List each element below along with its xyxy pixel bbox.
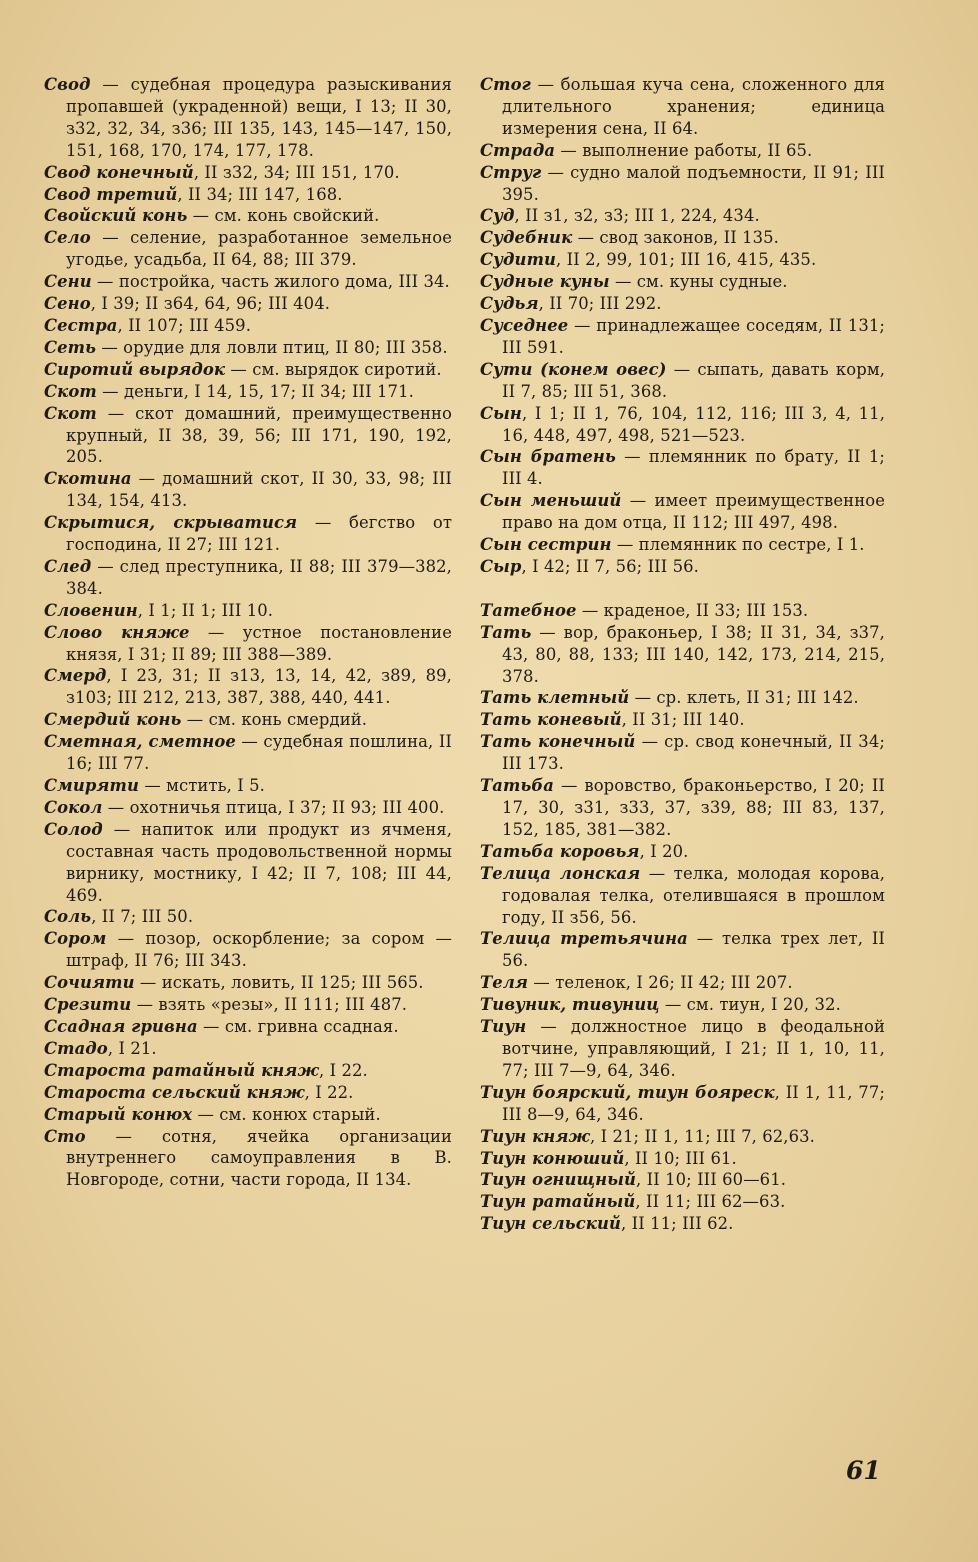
entry-term: Сено <box>44 294 91 314</box>
dictionary-entry <box>44 622 452 666</box>
entry-term: Сокол <box>44 797 103 817</box>
dictionary-entry <box>480 556 885 578</box>
entry-term: Стадо <box>44 1038 108 1058</box>
dictionary-entry <box>44 556 452 600</box>
entry-definition: — деньги, I 14, 15, 17; II 34; III 171. <box>96 381 414 401</box>
entry-definition: , II 31; III 140. <box>621 710 745 730</box>
dictionary-entry <box>44 797 452 819</box>
entry-definition: — искать, ловить, II 125; III 565. <box>134 973 424 993</box>
entry-definition: — должностное лицо в феодальной вотчине, управляющий, I 21; II 1, 10, 11, 77; III 7—9, 64, 346. <box>502 1017 885 1080</box>
entry-definition: — племянник по брату, II 1; III 4. <box>502 447 885 489</box>
right-column <box>480 74 885 1235</box>
dictionary-entry <box>44 1104 452 1126</box>
entry-definition: — вор, браконьер, I 38; II 31, 34, з37, 43, 80, 88, 133; III 140, 142, 173, 214, 215, 378. <box>502 622 885 686</box>
entry-term: Сиротий вырядок <box>44 359 226 379</box>
dictionary-entry <box>480 1191 885 1213</box>
dictionary-entry <box>44 337 452 359</box>
entry-definition: , II 2, 99, 101; III 16, 415, 435. <box>556 250 817 270</box>
entry-term: Слово княже <box>44 622 190 642</box>
entry-term: Свод конечный <box>44 162 194 182</box>
entry-definition: , II 11; III 62—63. <box>635 1192 786 1212</box>
entry-definition: — имеет преимущественное право на дом отца, II 112; III 497, 498. <box>502 491 885 533</box>
entry-definition: , I 1; II 1, 76, 104, 112, 116; III 3, 4, 11, 16, 448, 497, 498, 521—523. <box>502 403 885 445</box>
entry-definition: , II 11; III 62. <box>621 1214 734 1234</box>
left-column <box>44 74 452 1191</box>
entry-term: Теля <box>480 973 529 993</box>
dictionary-entry <box>44 994 452 1016</box>
entry-term: Сени <box>44 272 92 292</box>
entry-definition: — судебная процедура разыскивания пропавшей (украденной) вещи, I 13; II 30, з32, 32, 34, з36; III 135, 143, 145—147, 150, 151, 168, 170, 174, 177, 178. <box>66 75 452 160</box>
entry-term: Свод третий <box>44 184 178 204</box>
entry-definition: , II 7; III 50. <box>91 907 194 927</box>
entry-term: Тать коневый <box>480 710 622 730</box>
dictionary-entry <box>480 928 885 972</box>
entry-definition: — телка трех лет, II 56. <box>502 929 885 971</box>
entry-term: Телица третьячина <box>480 929 688 949</box>
entry-term: След <box>44 556 92 576</box>
dictionary-entry <box>480 140 885 162</box>
entry-term: Страда <box>480 140 556 160</box>
entry-term: Сто <box>44 1126 86 1146</box>
entry-term: Сути (конем овес) <box>480 359 667 379</box>
entry-definition: — сыпать, давать корм, II 7, 85; III 51, 368. <box>502 359 885 401</box>
entry-definition: — судно малой подъемности, II 91; III 395. <box>502 162 885 204</box>
entry-term: Тиун ратайный <box>480 1192 636 1212</box>
entry-term: Тиун <box>480 1017 527 1037</box>
entry-term: Тиун конюший <box>480 1148 625 1168</box>
entry-term: Тиун боярский, тиун бояреск <box>480 1082 775 1102</box>
dictionary-entry <box>44 1082 452 1104</box>
entry-term: Свод <box>44 75 91 94</box>
entry-term: Сором <box>44 929 107 949</box>
dictionary-entry <box>480 687 885 709</box>
entry-definition: — см. конь свойский. <box>187 206 380 226</box>
entry-term: Староста сельский княж <box>44 1082 305 1102</box>
dictionary-entry <box>480 205 885 227</box>
entry-definition: , II 10; III 61. <box>624 1148 737 1168</box>
entry-definition: — селение, разработанное земельное угодье, усадьба, II 64, 88; III 379. <box>66 228 452 270</box>
entry-term: Татебное <box>480 600 577 620</box>
entry-definition: — см. конюх старый. <box>192 1104 381 1124</box>
entry-term: Староста ратайный княж <box>44 1060 319 1080</box>
dictionary-entry <box>480 622 885 688</box>
entry-term: Струг <box>480 162 542 182</box>
dictionary-entry <box>480 1082 885 1126</box>
dictionary-entry <box>480 227 885 249</box>
section-gap <box>480 578 885 600</box>
entry-definition: — домашний скот, II 30, 33, 98; III 134, 154, 413. <box>66 469 452 511</box>
dictionary-entry <box>44 293 452 315</box>
entry-definition: — большая куча сена, сложенного для длительного хранения; единица измерения сена, II 64. <box>502 75 885 138</box>
entry-term: Тиун огнищный <box>480 1170 637 1190</box>
entry-definition: , II 70; III 292. <box>538 294 662 314</box>
page-number: 61 <box>846 1456 881 1485</box>
entry-term: Сеть <box>44 337 97 357</box>
entry-term: Телица лонская <box>480 863 641 883</box>
dictionary-entry <box>44 1126 452 1192</box>
entry-definition: , II 1, 11, 77; III 8—9, 64, 346. <box>502 1082 885 1124</box>
dictionary-entry <box>44 709 452 731</box>
entry-definition: — см. тиун, I 20, 32. <box>659 995 841 1015</box>
dictionary-entry <box>480 841 885 863</box>
dictionary-entry <box>44 1038 452 1060</box>
dictionary-entry <box>44 315 452 337</box>
entry-term: Сын братень <box>480 447 616 467</box>
dictionary-entry <box>44 665 452 709</box>
entry-definition: — скот домашний, преимущественно крупный, II 38, 39, 56; III 171, 190, 192, 205. <box>66 403 452 467</box>
dictionary-entry <box>44 162 452 184</box>
entry-definition: — см. гривна ссадная. <box>197 1016 399 1036</box>
entry-term: Село <box>44 228 91 248</box>
dictionary-entry <box>44 184 452 206</box>
entry-term: Суседнее <box>480 315 569 335</box>
dictionary-entry <box>44 227 452 271</box>
entry-term: Сын сестрин <box>480 535 612 555</box>
entry-term: Старый конюх <box>44 1104 193 1124</box>
entry-term: Тиун княж <box>480 1126 590 1146</box>
entry-definition: — выполнение работы, II 65. <box>555 140 813 160</box>
entry-term: Тиун сельский <box>480 1214 621 1234</box>
entry-definition: — воровство, браконьерство, I 20; II 17, 30, з31, з33, 37, з39, 88; III 83, 137, 152, 185, 381—382. <box>502 776 885 839</box>
dictionary-entry <box>44 928 452 972</box>
dictionary-entry <box>44 1060 452 1082</box>
entry-term: Татьба коровья <box>480 841 640 861</box>
dictionary-entry <box>44 205 452 227</box>
dictionary-entry <box>44 512 452 556</box>
entry-term: Ссадная гривна <box>44 1016 198 1036</box>
dictionary-entry <box>480 403 885 447</box>
dictionary-entry <box>480 271 885 293</box>
entry-term: Суд <box>480 206 515 226</box>
entry-term: Скот <box>44 381 97 401</box>
dictionary-entry <box>44 381 452 403</box>
entry-term: Сестра <box>44 315 118 335</box>
entry-definition: — см. куны судные. <box>609 272 788 292</box>
entry-term: Скрытися, скрыватися <box>44 513 298 533</box>
entry-term: Сын меньший <box>480 491 622 511</box>
dictionary-entry <box>44 819 452 907</box>
entry-term: Свойский конь <box>44 206 188 226</box>
entry-definition: — бегство от господина, II 27; III 121. <box>66 513 452 555</box>
dictionary-entry <box>480 863 885 929</box>
entry-definition: — напиток или продукт из ячменя, составная часть продовольственной нормы вирнику, мостнику, I 42; II 7, 108; III 44, 469. <box>66 819 452 905</box>
entry-definition: — племянник по сестре, I 1. <box>611 535 865 555</box>
dictionary-entry <box>44 972 452 994</box>
entry-term: Словенин <box>44 600 138 620</box>
entry-definition: — судебная пошлина, II 16; III 77. <box>66 732 453 774</box>
entry-term: Тать клетный <box>480 688 630 708</box>
entry-definition: — мстить, I 5. <box>139 776 265 795</box>
dictionary-entry <box>480 1213 885 1235</box>
entry-term: Скотина <box>44 469 132 489</box>
dictionary-entry <box>44 731 452 775</box>
entry-definition: — постройка, часть жилого дома, III 34. <box>91 272 450 292</box>
dictionary-entry <box>44 906 452 928</box>
entry-definition: , I 22. <box>304 1082 354 1102</box>
entry-term: Судные куны <box>480 272 610 292</box>
entry-term: Сыр <box>480 556 522 576</box>
dictionary-entry <box>480 972 885 994</box>
entry-term: Смердий конь <box>44 710 182 730</box>
entry-definition: — позор, оскорбление; за сором — штраф, II 76; III 343. <box>66 929 452 971</box>
entry-term: Судебник <box>480 228 573 248</box>
dictionary-entry <box>44 403 452 469</box>
dictionary-entry <box>480 775 885 841</box>
entry-definition: , I 22. <box>318 1060 368 1080</box>
entry-definition: , II 10; III 60—61. <box>636 1170 787 1190</box>
entry-definition: — принадлежащее соседям, II 131; III 591. <box>502 315 885 357</box>
dictionary-entry <box>44 1016 452 1038</box>
entry-term: Соль <box>44 907 92 927</box>
dictionary-entry <box>44 600 452 622</box>
entry-definition: , I 39; II з64, 64, 96; III 404. <box>90 294 331 314</box>
dictionary-entry <box>480 1148 885 1170</box>
dictionary-entry <box>480 74 885 140</box>
dictionary-entry <box>480 709 885 731</box>
entry-definition: , I 42; II 7, 56; III 56. <box>521 556 699 576</box>
entry-term: Сын <box>480 403 522 423</box>
dictionary-entry <box>480 490 885 534</box>
dictionary-entry <box>480 1126 885 1148</box>
dictionary-entry <box>44 775 452 797</box>
entry-term: Смерд <box>44 666 107 686</box>
entry-term: Судья <box>480 294 539 314</box>
dictionary-entry <box>480 534 885 556</box>
entry-definition: — теленок, I 26; II 42; III 207. <box>528 973 793 993</box>
entry-definition: , I 23, 31; II з13, 13, 14, 42, з89, 89, з103; III 212, 213, 387, 388, 440, 441. <box>66 666 452 708</box>
dictionary-entry <box>480 731 885 775</box>
entry-definition: — см. вырядок сиротий. <box>225 359 442 379</box>
entry-definition: — краденое, II 33; III 153. <box>576 600 809 620</box>
entry-definition: — сотня, ячейка организации внутреннего самоуправления в В. Новгороде, сотни, части города, II 134. <box>66 1126 452 1190</box>
entry-definition: , II з32, 34; III 151, 170. <box>193 162 400 182</box>
entry-definition: , I 21. <box>107 1038 157 1058</box>
entry-term: Срезити <box>44 995 132 1015</box>
entry-term: Тать конечный <box>480 732 636 752</box>
dictionary-entry <box>480 994 885 1016</box>
entry-definition: — охотничья птица, I 37; II 93; III 400. <box>102 797 445 817</box>
entry-definition: , I 20. <box>639 841 689 861</box>
entry-definition: , I 21; II 1, 11; III 7, 62,63. <box>589 1126 815 1146</box>
dictionary-entry <box>480 293 885 315</box>
entry-definition: , II 107; III 459. <box>117 315 252 335</box>
dictionary-entry <box>480 162 885 206</box>
entry-term: Тать <box>480 622 532 642</box>
entry-definition: — ср. клеть, II 31; III 142. <box>629 688 859 708</box>
dictionary-entry <box>480 315 885 359</box>
dictionary-entry <box>480 1169 885 1191</box>
entry-term: Солод <box>44 819 103 839</box>
entry-definition: , II з1, з2, з3; III 1, 224, 434. <box>514 206 760 226</box>
dictionary-entry <box>44 271 452 293</box>
entry-definition: — орудие для ловли птиц, II 80; III 358. <box>96 337 448 357</box>
entry-term: Тивуник, тивуниц <box>480 995 660 1015</box>
entry-term: Смиряти <box>44 776 140 795</box>
dictionary-entry <box>480 249 885 271</box>
dictionary-entry <box>44 359 452 381</box>
entry-term: Скот <box>44 403 97 423</box>
entry-term: Судити <box>480 250 557 270</box>
dictionary-entry <box>44 468 452 512</box>
entry-definition: — взять «резы», II 111; III 487. <box>131 995 408 1015</box>
entry-term: Стог <box>480 75 531 94</box>
dictionary-entry <box>480 359 885 403</box>
entry-term: Сочияти <box>44 973 135 993</box>
dictionary-entry <box>44 74 452 162</box>
dictionary-entry <box>480 1016 885 1082</box>
entry-term: Татьба <box>480 776 555 796</box>
entry-definition: , I 1; II 1; III 10. <box>137 600 274 620</box>
entry-definition: — ср. свод конечный, II 34; III 173. <box>502 732 885 774</box>
entry-definition: — след преступника, II 88; III 379—382, 384. <box>66 556 452 598</box>
dictionary-entry <box>480 600 885 622</box>
entry-definition: , II 34; III 147, 168. <box>177 184 343 204</box>
dictionary-entry <box>480 446 885 490</box>
entry-term: Сметная, сметное <box>44 732 236 752</box>
entry-definition: — устное постановление князя, I 31; II 89; III 388—389. <box>66 622 452 664</box>
entry-definition: — см. конь смердий. <box>181 710 368 730</box>
entry-definition: — свод законов, II 135. <box>572 228 779 248</box>
entry-definition: — телка, молодая корова, годовалая телка, отелившаяся в прошлом году, II з56, 56. <box>502 863 886 927</box>
